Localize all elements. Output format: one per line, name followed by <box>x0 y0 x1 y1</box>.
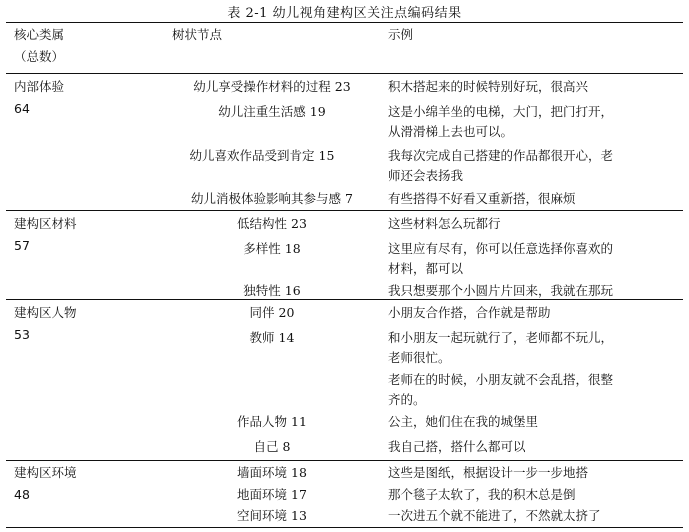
category-label: 建构区人物 <box>14 305 77 320</box>
example-line: 这些材料怎么玩都行 <box>388 216 501 231</box>
tree-node: 独特性 16 <box>243 283 301 298</box>
category-total: 57 <box>14 238 30 253</box>
tree-node: 低结构性 23 <box>237 216 307 231</box>
example-line: 积木搭起来的时候特别好玩，很高兴 <box>388 79 589 94</box>
category-label: 建构区材料 <box>14 216 77 231</box>
example-line: 这里应有尽有，你可以任意选择你喜欢的 <box>388 241 614 256</box>
tree-node: 自己 8 <box>253 439 291 454</box>
tree-node: 地面环境 17 <box>237 487 307 502</box>
example-line: 老师在的时候，小朋友就不会乱搭，很整 <box>388 372 614 387</box>
example-line: 师还会表扬我 <box>388 168 464 183</box>
category-label: 内部体验 <box>14 79 65 94</box>
category-label: 建构区环境 <box>14 465 77 480</box>
example-line: 那个毯子太软了，我的积木总是倒 <box>388 487 576 502</box>
example-line: 有些搭得不好看又重新搭，很麻烦 <box>388 191 576 206</box>
table-caption: 表 2-1 幼儿视角建构区关注点编码结果 <box>227 6 462 21</box>
bottom-rule <box>6 527 683 528</box>
tree-node: 幼儿消极体验影响其参与感 7 <box>191 191 353 206</box>
header-category-total: （总数） <box>14 49 65 64</box>
example-line: 我只想要那个小圆片片回来，我就在那玩 <box>388 283 614 298</box>
tree-node: 墙面环境 18 <box>237 465 307 480</box>
header-category: 核心类属 <box>14 27 65 42</box>
header-rule <box>6 73 683 74</box>
example-line: 公主，她们住在我的城堡里 <box>388 414 539 429</box>
example-line: 老师很忙。 <box>388 350 451 365</box>
tree-node: 空间环境 13 <box>237 508 307 523</box>
example-line: 材料，都可以 <box>388 261 464 276</box>
group-divider <box>6 460 683 461</box>
category-total: 64 <box>14 101 30 116</box>
example-line: 我自己搭，搭什么都可以 <box>388 439 526 454</box>
group-divider <box>6 210 683 211</box>
example-line: 和小朋友一起玩就行了，老师都不玩儿， <box>388 330 614 345</box>
tree-node: 教师 14 <box>249 330 295 345</box>
header-node: 树状节点 <box>172 27 223 42</box>
example-line: 从滑滑梯上去也可以。 <box>388 124 514 139</box>
example-line: 这些是图纸，根据设计一步一步地搭 <box>388 465 589 480</box>
tree-node: 幼儿注重生活感 19 <box>218 104 326 119</box>
example-line: 这是小绵羊坐的电梯，大门，把门打开， <box>388 104 614 119</box>
example-line: 小朋友合作搭，合作就是帮助 <box>388 305 551 320</box>
example-line: 齐的。 <box>388 392 426 407</box>
header-example: 示例 <box>388 27 414 42</box>
category-total: 53 <box>14 327 30 342</box>
tree-node: 同伴 20 <box>249 305 295 320</box>
tree-node: 多样性 18 <box>243 241 301 256</box>
tree-node: 幼儿享受操作材料的过程 23 <box>193 79 351 94</box>
tree-node: 作品人物 11 <box>237 414 307 429</box>
example-line: 一次进五个就不能进了，不然就太挤了 <box>388 508 601 523</box>
category-total: 48 <box>14 487 30 502</box>
top-rule <box>6 22 683 23</box>
example-line: 我每次完成自己搭建的作品都很开心，老 <box>388 148 614 163</box>
tree-node: 幼儿喜欢作品受到肯定 15 <box>189 148 335 163</box>
